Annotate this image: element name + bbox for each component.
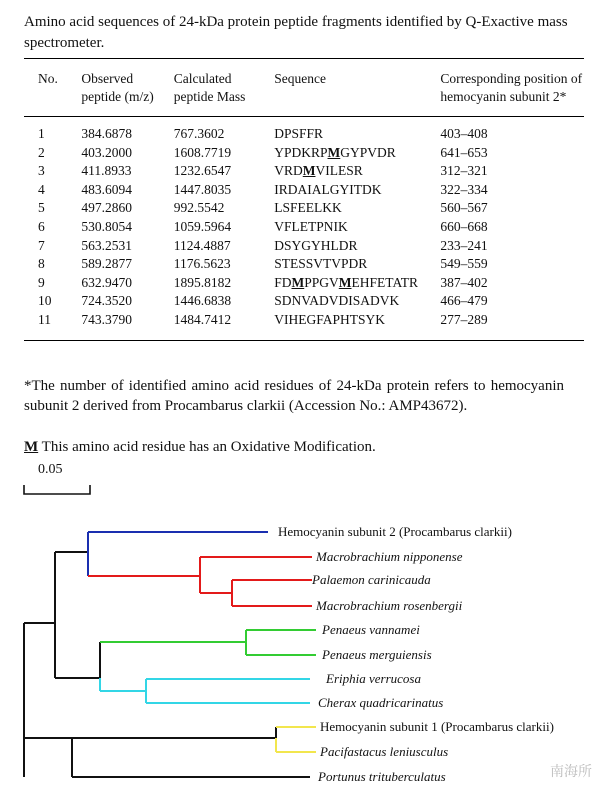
header-calculated: Calculated peptide Mass (173, 71, 246, 104)
cell-sequence: IRDAIALGYITDK (274, 181, 382, 197)
cell-no: 8 (38, 256, 45, 272)
watermark-logo: 南海所 (550, 764, 592, 780)
cell-no: 4 (38, 181, 45, 197)
branch-palaemonidae (88, 557, 312, 606)
tree-leaf-label: Penaeus vannamei (322, 622, 420, 637)
cell-no: 11 (38, 311, 51, 327)
cell-calculated: 1608.7719 (173, 144, 232, 160)
table-caption: Amino acid sequences of 24-kDa protein peptide fragments identified by Q-Exactive mass spectrometer. (24, 14, 568, 51)
scale-bar-label: 0.05 (38, 462, 63, 477)
cell-sequence: VFLETPNIK (274, 218, 348, 234)
cell-position: 466–479 (440, 293, 488, 309)
cell-sequence: FDMPPGVMEHFETATR (274, 274, 418, 290)
cell-sequence: DSYGYHLDR (274, 237, 358, 253)
branch-hemocyanin-2 (88, 532, 268, 576)
table-row (24, 117, 584, 144)
cell-calculated: 1059.5964 (173, 218, 232, 234)
cell-position: 233–241 (440, 237, 488, 253)
table-row (24, 144, 584, 163)
tree-leaf-label: Hemocyanin subunit 1 (Procambarus clarkii) (320, 719, 554, 734)
table-header-row (24, 59, 584, 117)
tree-leaf-label: Macrobrachium rosenbergii (316, 598, 463, 613)
cell-calculated: 1232.6547 (173, 163, 232, 179)
cell-position: 660–668 (440, 218, 488, 234)
cell-calculated: 1895.8182 (173, 274, 232, 290)
cell-observed: 563.2531 (81, 237, 133, 253)
tree-leaf-label: Eriphia verrucosa (326, 671, 421, 686)
tree-leaf-label: Palaemon carinicauda (312, 572, 431, 587)
table-row (24, 199, 584, 218)
table-row (24, 292, 584, 311)
cell-no: 7 (38, 237, 45, 253)
tree-leaf-label: Hemocyanin subunit 2 (Procambarus clarkii) (278, 524, 512, 539)
table-row (24, 255, 584, 274)
header-sequence: Sequence (274, 71, 326, 86)
tree-branches (24, 532, 316, 777)
footnote-oxidation (24, 437, 376, 457)
cell-calculated: 1124.4887 (173, 237, 231, 253)
table-row (24, 218, 584, 237)
cell-observed: 384.6878 (81, 126, 133, 141)
scale-bar (24, 485, 90, 494)
footnote-symbol: M (24, 439, 39, 455)
table-body (24, 117, 584, 341)
cell-no: 6 (38, 218, 45, 234)
branch-root-split (24, 623, 72, 738)
branch-crab-crayfish (100, 678, 310, 703)
cell-observed: 411.8933 (81, 163, 132, 179)
tree-leaf-label: Portunus trituberculatus (318, 769, 446, 784)
cell-sequence: STESSVTVPDR (274, 256, 368, 272)
cell-calculated: 1176.5623 (173, 256, 231, 272)
tree-leaf-label: Cherax quadricarinatus (318, 695, 444, 710)
tree-leaf-labels (278, 524, 554, 784)
cell-observed: 589.2877 (81, 256, 133, 272)
cell-observed: 530.8054 (81, 218, 133, 234)
cell-calculated: 1446.6838 (173, 293, 232, 309)
cell-observed: 497.2860 (81, 200, 133, 216)
cell-calculated: 992.5542 (173, 200, 225, 216)
cell-sequence: VIHEGFAPHTSYK (274, 311, 385, 327)
cell-observed: 632.9470 (81, 274, 133, 290)
cell-position: 560–567 (440, 200, 488, 216)
cell-no: 9 (38, 274, 45, 290)
cell-observed: 743.3790 (81, 311, 133, 327)
header-position: Corresponding position of hemocyanin subunit 2* (440, 71, 583, 104)
cell-sequence: SDNVADVDISADVK (274, 293, 400, 309)
table-row (24, 237, 584, 256)
cell-position: 312–321 (440, 163, 488, 179)
branch-upper (55, 552, 100, 678)
table-row (24, 181, 584, 200)
cell-position: 641–653 (440, 144, 488, 160)
cell-no: 3 (38, 163, 45, 179)
tree-leaf-label: Penaeus merguiensis (322, 647, 432, 662)
branch-penaeidae (100, 630, 316, 655)
cell-no: 1 (38, 126, 45, 141)
cell-no: 10 (38, 293, 52, 309)
cell-no: 5 (38, 200, 45, 216)
cell-sequence: YPDKRPMGYPVDR (274, 144, 396, 160)
peptide-table (24, 58, 584, 341)
footnote-accession: *The number of identified amino acid residues of 24-kDa protein refers to hemocyanin subunit 2 derived from Procambarus clarkii (Accession No.: AMP43672). (24, 378, 564, 414)
footnote-oxidation-text: This amino acid residue has an Oxidative Modification. (38, 439, 376, 455)
branch-pacifastacus (276, 738, 316, 752)
table-row (24, 311, 584, 340)
phylogenetic-tree (0, 480, 608, 807)
table-row (24, 274, 584, 293)
cell-calculated: 1447.8035 (173, 181, 232, 197)
cell-observed: 483.6094 (81, 181, 133, 197)
cell-position: 277–289 (440, 311, 488, 327)
cell-observed: 403.2000 (81, 144, 133, 160)
cell-position: 549–559 (440, 256, 488, 272)
cell-sequence: LSFEELKK (274, 200, 342, 216)
cell-observed: 724.3520 (81, 293, 133, 309)
cell-sequence: VRDMVILESR (274, 163, 363, 179)
table-row (24, 162, 584, 181)
header-no: No. (38, 71, 58, 86)
cell-position: 387–402 (440, 274, 488, 290)
peptide-table-container (24, 58, 584, 341)
branch-lower (72, 738, 310, 777)
cell-calculated: 1484.7412 (173, 311, 232, 327)
tree-leaf-label: Pacifastacus leniusculus (320, 744, 449, 759)
tree-leaf-label: Macrobrachium nipponense (316, 549, 463, 564)
cell-sequence: DPSFFR (274, 126, 324, 141)
header-observed: Observed peptide (m/z) (81, 71, 154, 104)
cell-calculated: 767.3602 (173, 126, 225, 141)
cell-position: 322–334 (440, 181, 488, 197)
cell-position: 403–408 (440, 126, 488, 141)
cell-no: 2 (38, 144, 45, 160)
